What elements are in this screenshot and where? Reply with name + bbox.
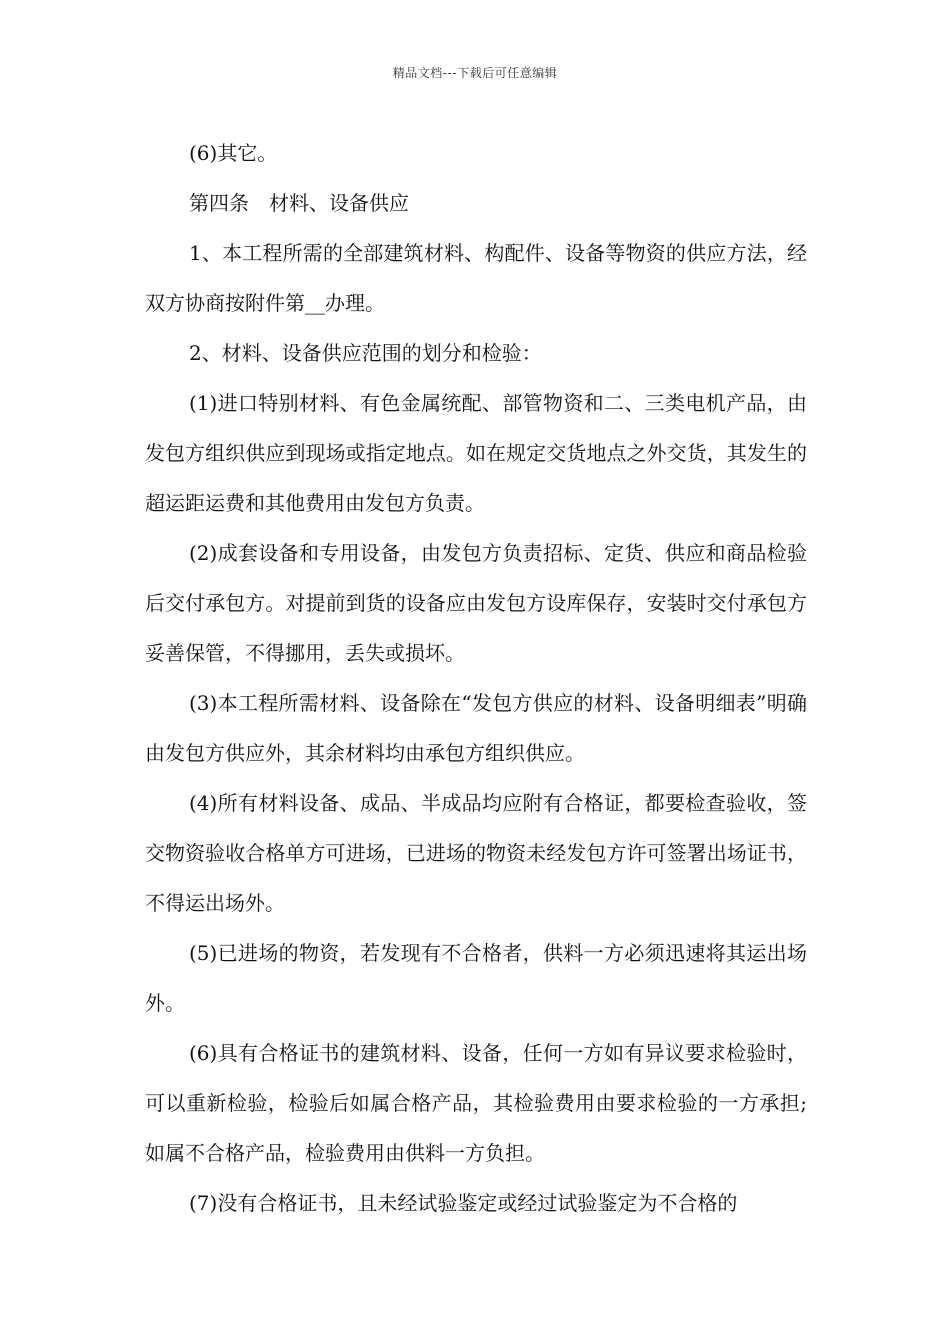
paragraph: (5)已进场的物资，若发现有不合格者，供料一方必须迅速将其运出场外。 [145, 941, 807, 1015]
paragraph: (6)具有合格证书的建筑材料、设备，任何一方如有异议要求检验时，可以重新检验，检验后如属合格产品，其检验费用由要求检验的一方承担;如属不合格产品，检验费用由供料一方负担。 [145, 1041, 807, 1165]
paragraph: (2)成套设备和专用设备，由发包方负责招标、定货、供应和商品检验后交付承包方。对提前到货的设备应由发包方设库保存，安装时交付承包方妥善保管，不得挪用，丢失或损坏。 [145, 541, 807, 665]
paragraph: (1)进口特别材料、有色金属统配、部管物资和二、三类电机产品，由发包方组织供应到现场或指定地点。如在规定交货地点之外交货，其发生的超运距运费和其他费用由发包方负责。 [145, 391, 807, 515]
paragraph: (3)本工程所需材料、设备除在“发包方供应的材料、设备明细表”明确由发包方供应外，其余材料均由承包方组织供应。 [145, 691, 807, 765]
page-header: 精品文档---下载后可任意编辑 [392, 66, 558, 80]
paragraph: 1、本工程所需的全部建筑材料、构配件、设备等物资的供应方法，经双方协商按附件第__办理。 [145, 241, 807, 315]
paragraph: (7)没有合格证书，且未经试验鉴定或经过试验鉴定为不合格的 [189, 1191, 738, 1215]
document-body [145, 128, 807, 1228]
section-heading: 第四条 材料、设备供应 [189, 191, 409, 215]
paragraph: 2、材料、设备供应范围的划分和检验： [189, 341, 542, 365]
paragraph: (4)所有材料设备、成品、半成品均应附有合格证，都要检查验收，签交物资验收合格单方可进场，已进场的物资未经发包方许可签署出场证书，不得运出场外。 [145, 791, 807, 915]
paragraph: (6)其它。 [189, 141, 278, 165]
